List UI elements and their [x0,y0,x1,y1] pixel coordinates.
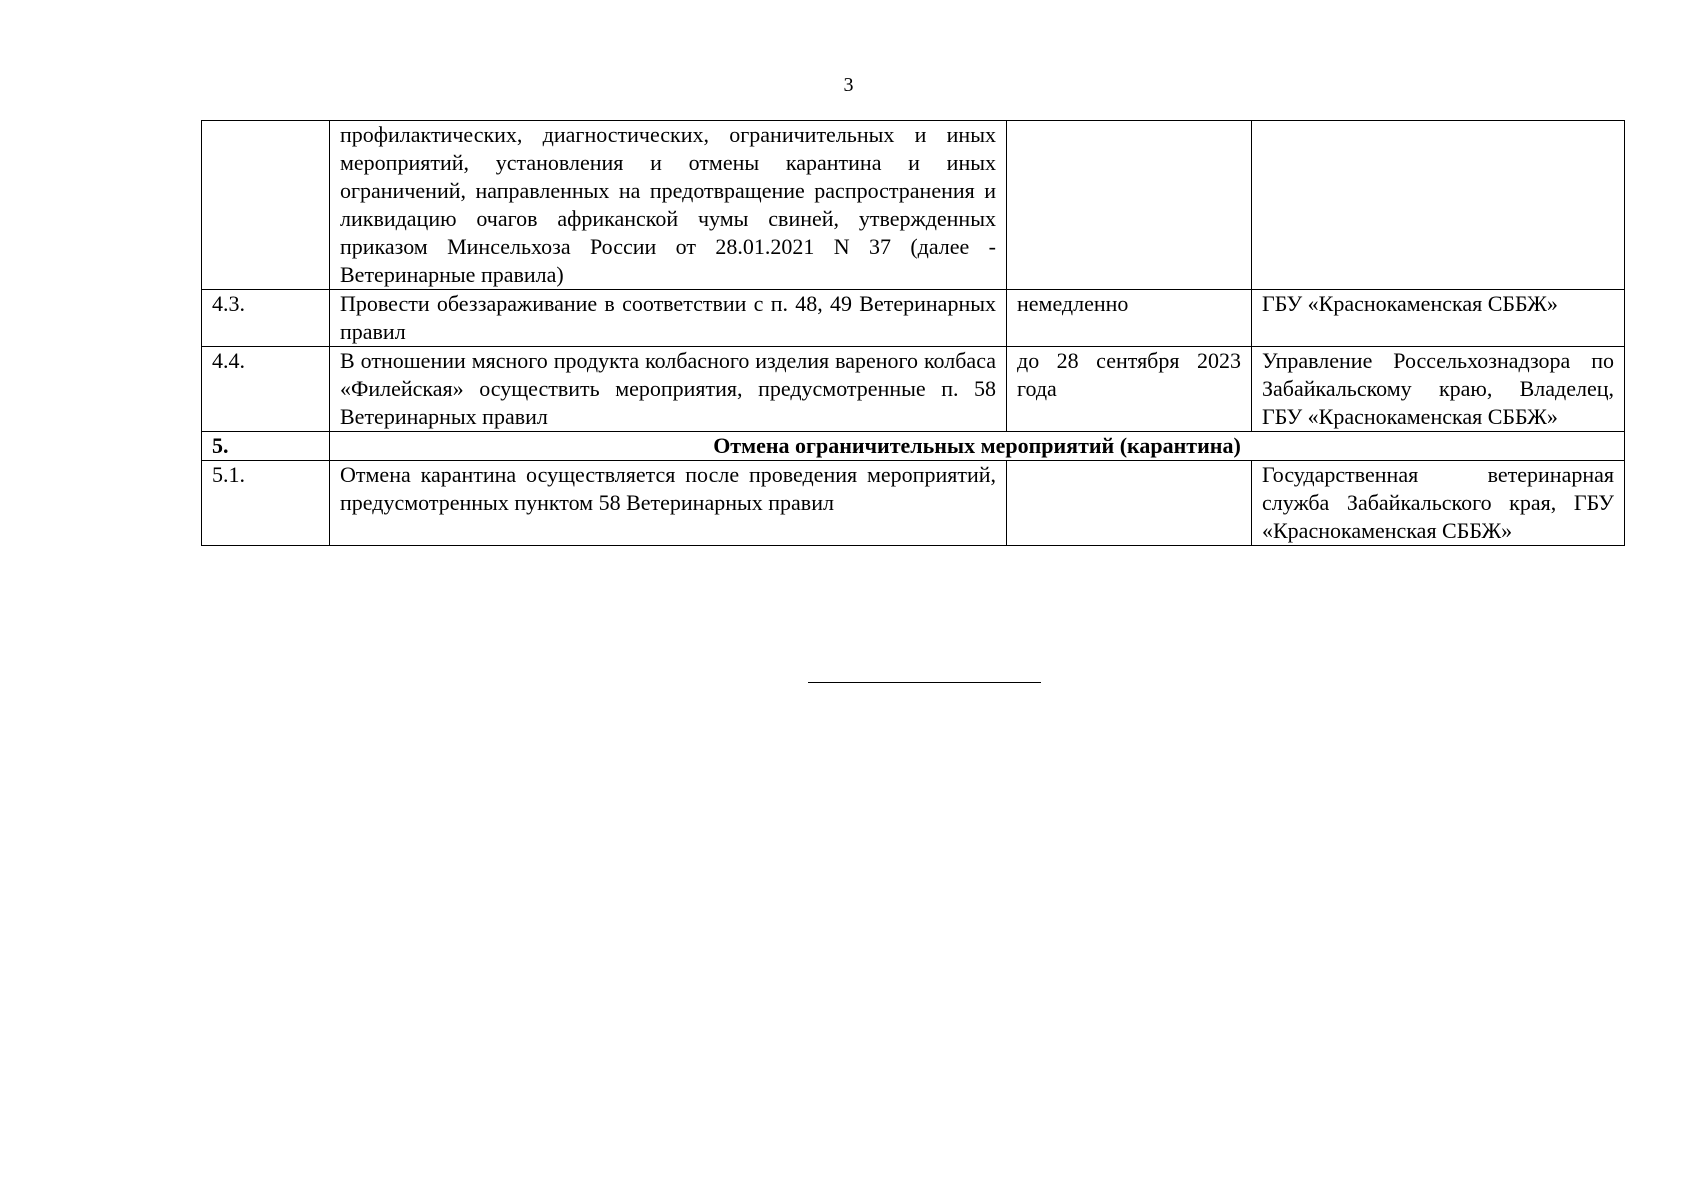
row-number: 5.1. [202,461,330,546]
table-row [202,347,1625,432]
measures-table [201,120,1625,546]
section-header-row [202,432,1625,461]
row-number [202,121,330,290]
row-number: 4.3. [202,290,330,347]
row-deadline: немедленно [1007,290,1252,347]
table-row [202,121,1625,290]
row-deadline: до 28 сентября 2023 года [1007,347,1252,432]
row-responsible: Государственная ветеринарная служба Забайкальского края, ГБУ «Краснокаменская СББЖ» [1252,461,1625,546]
row-action: Провести обеззараживание в соответствии с п. 48, 49 Ветеринарных правил [330,290,1007,347]
table-row [202,290,1625,347]
table-row [202,461,1625,546]
row-action: профилактических, диагностических, ограничительных и иных мероприятий, установления и отмены карантина и иных ограничений, направленных на предотвращение распространения и ликвидацию очагов африканской чумы свиней, утвержденных приказом Минсельхоза России от 28.01.2021 N 37 (далее - Ветеринарные правила) [330,121,1007,290]
row-responsible [1252,121,1625,290]
section-number: 5. [202,432,330,461]
row-action: Отмена карантина осуществляется после проведения мероприятий, предусмотренных пунктом 58 Ветеринарных правил [330,461,1007,546]
page-number: 3 [843,74,854,96]
row-responsible: ГБУ «Краснокаменская СББЖ» [1252,290,1625,347]
end-of-document-rule [808,682,1041,683]
row-action: В отношении мясного продукта колбасного изделия вареного колбаса «Филейская» осуществить мероприятия, предусмотренные п. 58 Ветеринарных правил [330,347,1007,432]
row-deadline [1007,121,1252,290]
row-responsible: Управление Россельхознадзора по Забайкальскому краю, Владелец, ГБУ «Краснокаменская СББЖ» [1252,347,1625,432]
row-deadline [1007,461,1252,546]
row-number: 4.4. [202,347,330,432]
section-title: Отмена ограничительных мероприятий (карантина) [330,432,1625,461]
